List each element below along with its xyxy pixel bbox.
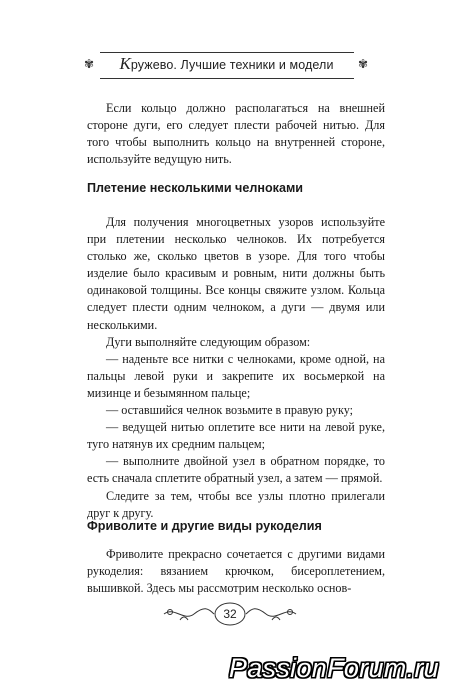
section-body [87, 214, 385, 522]
step-item: — оставшийся челнок возьмите в правую руку; [106, 403, 354, 418]
paragraph: Фриволите прекрасно сочетается с другими видами рукоделия: вязанием крючком, бисероплетением, вышивкой. Здесь мы рассмотрим несколько основ- [87, 547, 385, 596]
paragraph: Следите за тем, чтобы все узлы плотно прилегали друг к другу. [87, 488, 385, 520]
paragraph: Для получения многоцветных узоров используйте при плетении несколько челноков. Их потребуется столько же, сколько цветов в узоре. Для того чтобы изделие было красивым и ровным, нити должны быть одинаковой толщины. Все концы свяжите узлом. Кольца следует плести одним челноком, а дуги — двумя или несколькими. [87, 215, 385, 332]
book-title [0, 54, 453, 74]
header-rule-bottom [100, 78, 354, 79]
flower-ornament-icon: ✾ [358, 57, 369, 71]
paragraph: Дуги выполняйте следующим образом: [106, 334, 311, 349]
section-body [87, 546, 385, 597]
step-item: — ведущей нитью оплетите все нити на левой руке, туго натянув их средним пальцем; [87, 420, 385, 452]
running-header [0, 44, 453, 88]
intro-paragraph: Если кольцо должно располагаться на внешней стороне дуги, его следует плести рабочей нитью. Для того чтобы выполнить кольцо на внутренней стороне, используйте ведущую нить. [87, 101, 385, 167]
section-heading: Фриволите и другие виды рукоделия [87, 519, 322, 533]
book-title-initial: К [119, 54, 131, 73]
flower-ornament-icon: ✾ [84, 57, 95, 71]
section-heading: Плетение несколькими челноками [87, 181, 304, 195]
step-item: — наденьте все нитки с челноками, кроме одной, на пальцы левой руки и закрепите их восьмеркой на мизинце и безымянном пальце; [87, 351, 385, 400]
site-watermark: PassionForum.ru [228, 653, 439, 683]
intro-paragraph-block [87, 100, 385, 168]
header-rule-top [100, 52, 354, 53]
book-title-text: ружево. Лучшие техники и модели [130, 58, 334, 72]
step-item: — выполните двойной узел в обратном порядке, то есть сначала сплетите обратный узел, а затем — прямой. [87, 454, 385, 486]
page-number: 32 [223, 607, 237, 621]
page-footer [160, 600, 300, 630]
